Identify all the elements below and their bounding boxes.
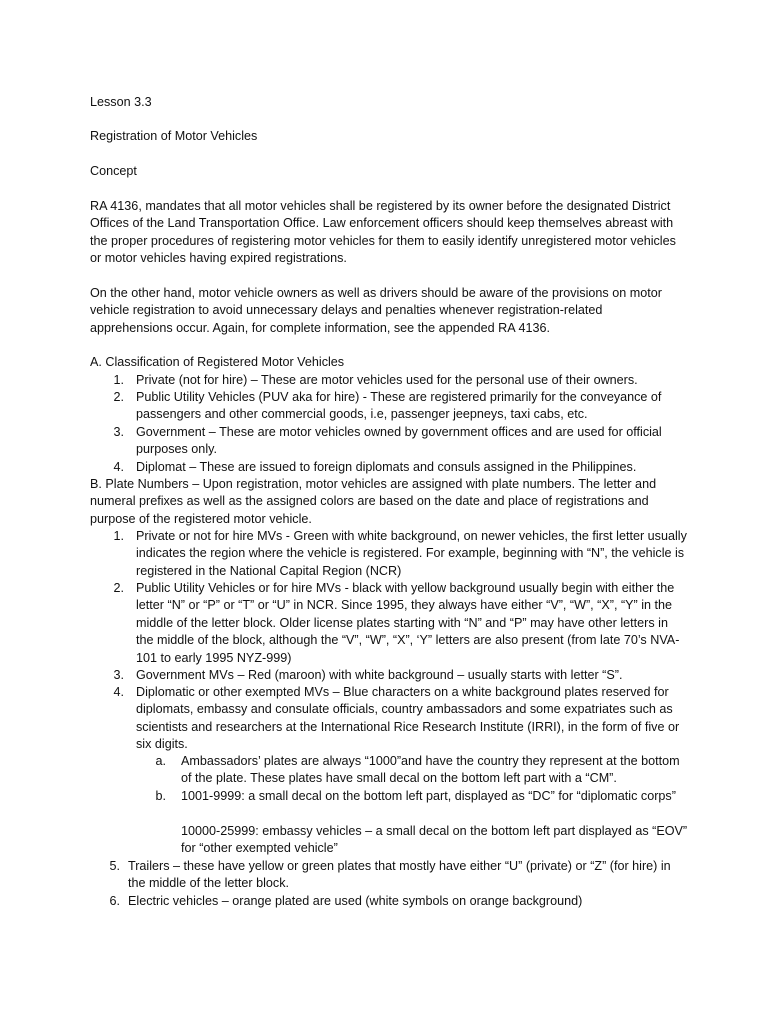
list-item-text: Trailers – these have yellow or green plates that mostly have either “U” (private) or “Z” (for hire) in the middle of the letter block.: [128, 859, 671, 891]
paragraph-2: On the other hand, motor vehicle owners as well as drivers should be aware of the provisions on motor vehicle registration to avoid unnecessary delays and penalties whenever registration-related apprehensions occur. Again, for complete information, see the appended RA 4136.: [90, 286, 662, 335]
list-item-number: 3.: [113, 668, 124, 682]
concept-heading: Concept: [90, 164, 137, 178]
list-item-text: Public Utility Vehicles or for hire MVs - black with yellow background usually begin with either the letter “N” or “P” or “T” or “U” in NCR. Since 1995, they always have either “V”, “W”, “X”, “Y” in the middle of the letter block. Older license plates starting with “N” and “P” may have other letters in the middle of the block, although the “V”, “W”, “X”, ‘Y” letters are also present (from late 70’s NVA-101 to early 1995 NYZ-999): [136, 581, 680, 665]
section-b-heading: B. Plate Numbers – Upon registration, motor vehicles are assigned with plate numbers. The letter and numeral prefixes as well as the assigned colors are based on the date and place of registrations and purpose of the registered motor vehicle.: [90, 477, 657, 526]
list-item-text: Private or not for hire MVs - Green with white background, on newer vehicles, the first letter usually indicates the region where the vehicle is registered. For example, beginning with “N”, the vehicle is registered in the National Capital Region (NCR): [136, 529, 687, 578]
sub-list-item-text: 1001-9999: a small decal on the bottom left part, displayed as “DC” for “diplomatic corps”: [181, 789, 676, 803]
list-item-number: 2.: [113, 390, 124, 404]
list-item-number: 6.: [109, 894, 120, 908]
list-item-text: Electric vehicles – orange plated are used (white symbols on orange background): [128, 894, 583, 908]
list-item-text: Diplomat – These are issued to foreign diplomats and consuls assigned in the Philippines.: [136, 460, 637, 474]
list-item-text: Private (not for hire) – These are motor vehicles used for the personal use of their owners.: [136, 373, 638, 387]
list-item-number: 3.: [113, 425, 124, 439]
list-item-number: 2.: [113, 581, 124, 595]
lesson-label: Lesson 3.3: [90, 95, 152, 109]
list-item-number: 5.: [109, 859, 120, 873]
list-item-number: 1.: [113, 529, 124, 543]
sub-list-item-continuation: 10000-25999: embassy vehicles – a small decal on the bottom left part displayed as “EOV” for “other exempted vehicle”: [181, 824, 688, 856]
sub-list-item-letter: a.: [155, 754, 166, 768]
list-item-text: Government – These are motor vehicles owned by government offices and are used for official purposes only.: [136, 425, 662, 457]
sub-list-item-text: Ambassadors’ plates are always “1000”and have the country they represent at the bottom of the plate. These plates have small decal on the bottom left part with a “CM”.: [181, 754, 680, 786]
paragraph-1: RA 4136, mandates that all motor vehicles shall be registered by its owner before the designated District Offices of the Land Transportation Office. Law enforcement officers should keep themselves abreast with the proper procedures of registering motor vehicles for them to easily identify unregistered motor vehicles or motor vehicles having expired registrations.: [90, 199, 676, 266]
list-item-number: 4.: [113, 685, 124, 699]
list-item-text: Government MVs – Red (maroon) with white background – usually starts with letter “S”.: [136, 668, 623, 682]
sub-list-item-letter: b.: [155, 789, 166, 803]
list-item-number: 1.: [113, 373, 124, 387]
section-a-heading: A. Classification of Registered Motor Vehicles: [90, 355, 345, 369]
document-title: Registration of Motor Vehicles: [90, 129, 258, 143]
list-item-text: Public Utility Vehicles (PUV aka for hire) - These are registered primarily for the conveyance of passengers and other commercial goods, i.e, passenger jeepneys, taxi cabs, etc.: [136, 390, 662, 422]
list-item-text: Diplomatic or other exempted MVs – Blue characters on a white background plates reserved for diplomats, embassy and consulate officials, country ambassadors and some expatriates such as scientists and researchers at the International Rice Research Institute (IRRI), in the form of five or six digits.: [136, 685, 680, 752]
list-item-number: 4.: [113, 460, 124, 474]
